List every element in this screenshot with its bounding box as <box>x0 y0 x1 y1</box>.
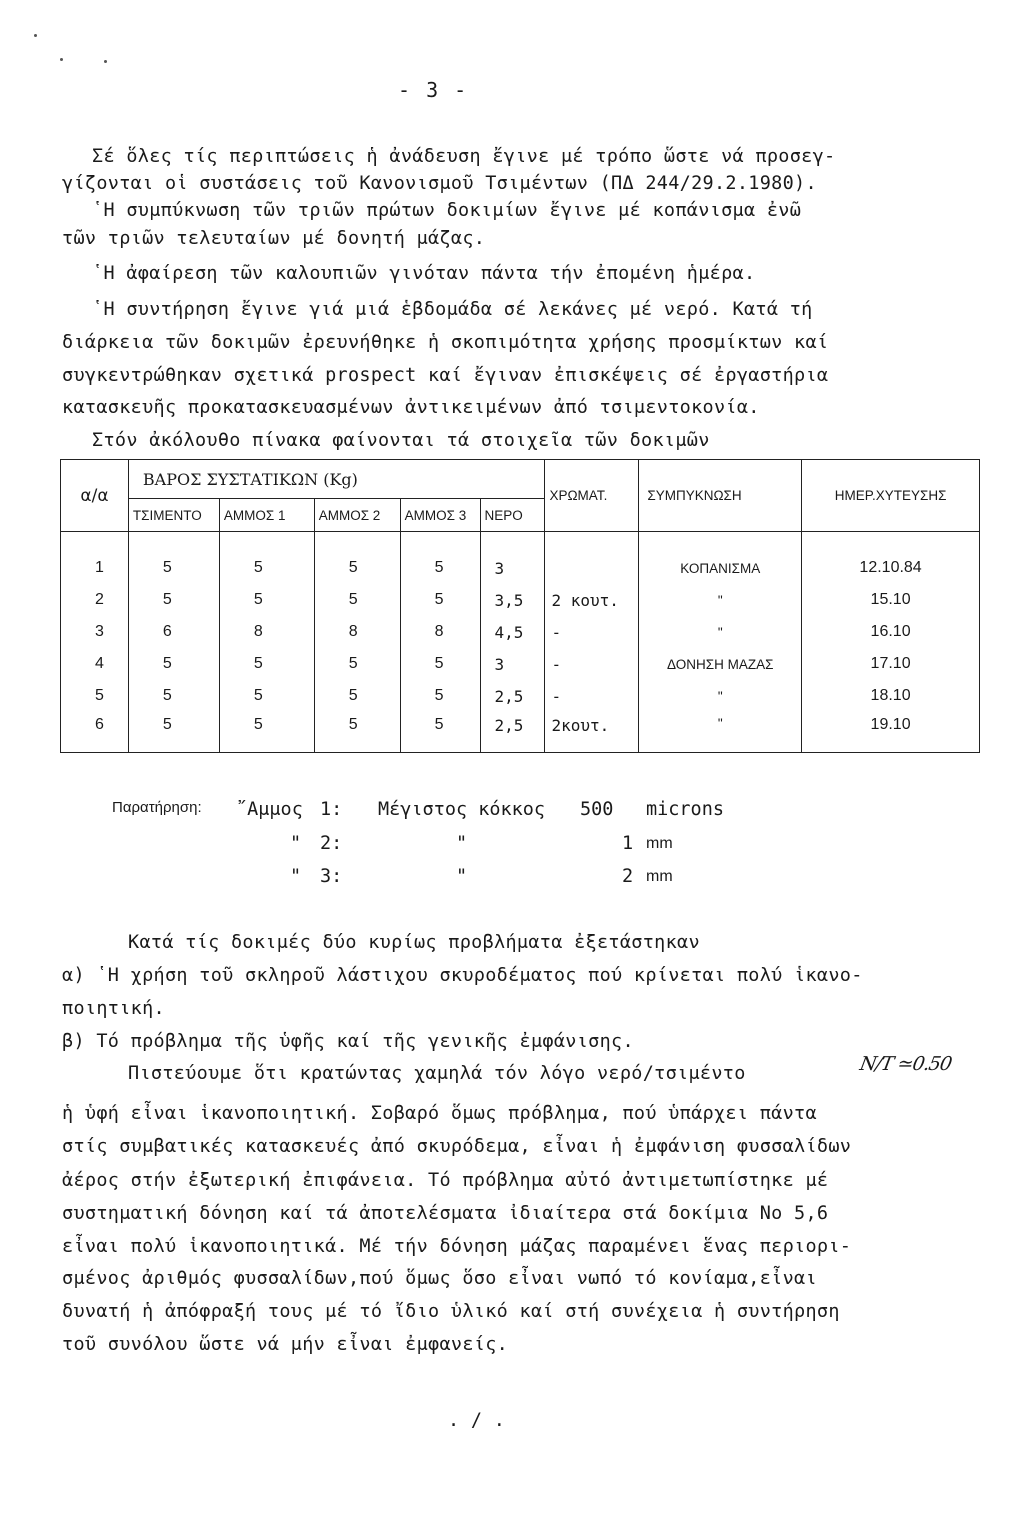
paragraph-line: δυνατή ἡ ἀπόφραξή τους μέ τό ἴδιο ὑλικό καί στή συνέχεια ἡ συντήρηση <box>62 1301 840 1322</box>
note-ditto: " <box>290 833 302 854</box>
paragraph-line: τοῦ συνόλου ὥστε νά μήν εἶναι ἐμφανείς. <box>62 1334 509 1355</box>
page-number: - 3 - <box>398 78 469 102</box>
cell-sand-1: 8 <box>219 616 314 648</box>
header-cement: ΤΣΙΜΕΝΤΟ <box>128 499 219 532</box>
paragraph-line: κατασκευῆς προκατασκευασμένων ἀντικειμένων ἀπό τσιμεντοκονία. <box>62 397 760 418</box>
cell-color <box>545 552 639 584</box>
cell-compaction: ΔΟΝΗΣΗ ΜΑΖΑΣ <box>639 648 802 680</box>
cell-sand-3: 5 <box>400 552 480 584</box>
cell-aa: 4 <box>61 648 129 680</box>
cell-sand-1: 5 <box>219 680 314 712</box>
cell-sand-2: 5 <box>314 584 400 616</box>
cell-sand-1: 5 <box>219 712 314 753</box>
cell-sand-3: 5 <box>400 712 480 753</box>
cell-sand-3: 5 <box>400 680 480 712</box>
paragraph-line: συγκεντρώθηκαν σχετικά prospect καί ἔγιναν ἐπισκέψεις σέ ἐργαστήρια <box>62 365 829 386</box>
note-sand-number: 2: <box>320 833 343 854</box>
continuation-mark: . / . <box>448 1410 506 1431</box>
note-size: 2 <box>622 866 634 887</box>
cell-compaction: " <box>639 616 802 648</box>
table-row <box>61 712 980 753</box>
cell-water: 3 <box>480 552 545 584</box>
paragraph-line: Σέ ὅλες τίς περιπτώσεις ἡ ἀνάδευση ἔγινε μέ τρόπο ὥστε νά προσεγ- <box>92 146 836 167</box>
cell-aa: 3 <box>61 616 129 648</box>
scan-speck <box>104 60 107 63</box>
paragraph-line: ῾Η συμπύκνωση τῶν τριῶν πρώτων δοκιμίων ἔγινε μέ κοπάνισμα ἐνῶ <box>92 200 802 221</box>
paragraph-line: διάρκεια τῶν δοκιμῶν ἐρευνήθηκε ἡ σκοπιμότητα χρήσης προσμίκτων καί <box>62 332 829 353</box>
cell-compaction: " <box>639 584 802 616</box>
cell-date: 19.10 <box>802 712 980 753</box>
cell-cement: 5 <box>128 584 219 616</box>
cell-color: - <box>545 648 639 680</box>
cell-water: 4,5 <box>480 616 545 648</box>
cell-sand-2: 5 <box>314 648 400 680</box>
cell-sand-2: 5 <box>314 552 400 584</box>
paragraph-line: Στόν ἀκόλουθο πίνακα φαίνονται τά στοιχεῖα τῶν δοκιμῶν <box>92 430 710 451</box>
cell-color: - <box>545 680 639 712</box>
paragraph-line: ἀέρος στήν ἐξωτερική ἐπιφάνεια. Τό πρόβλημα αὐτό ἀντιμετωπίστηκε μέ <box>62 1170 829 1191</box>
note-description: Μέγιστος κόκκος <box>378 799 546 820</box>
cell-compaction: " <box>639 712 802 753</box>
paragraph-line: σμένος ἀριθμός φυσσαλίδων,πού ὅμως ὅσο εἶναι νωπό τό κονίαμα,εἶναι <box>62 1268 817 1289</box>
scan-speck <box>60 58 63 61</box>
cell-date: 15.10 <box>802 584 980 616</box>
cell-cement: 5 <box>128 648 219 680</box>
cell-sand-1: 5 <box>219 552 314 584</box>
header-color: ΧΡΩΜΑΤ. <box>545 460 639 532</box>
cell-cement: 5 <box>128 552 219 584</box>
header-sand-1: ΑΜΜΟΣ 1 <box>219 499 314 532</box>
cell-color: 2κουτ. <box>545 712 639 753</box>
cell-color: 2 κουτ. <box>545 584 639 616</box>
cell-color: - <box>545 616 639 648</box>
header-group-weights: ΒΑΡΟΣ ΣΥΣΤΑΤΙΚΩΝ (Kg) <box>128 460 545 499</box>
test-specimens-table <box>60 459 980 753</box>
cell-sand-2: 5 <box>314 712 400 753</box>
cell-date: 16.10 <box>802 616 980 648</box>
paragraph-line: γίζονται οἱ συστάσεις τοῦ Κανονισμοῦ Τσιμέντων (ΠΔ 244/29.2.1980). <box>62 173 817 194</box>
header-water: ΝΕΡΟ <box>480 499 545 532</box>
paragraph-line: ἡ ὑφή εἶναι ἱκανοποιητική. Σοβαρό ὅμως πρόβλημα, πού ὑπάρχει πάντα <box>62 1103 817 1124</box>
cell-sand-3: 5 <box>400 648 480 680</box>
cell-sand-3: 5 <box>400 584 480 616</box>
note-unit: microns <box>646 799 724 820</box>
paragraph-line: ποιητική. <box>62 998 165 1019</box>
note-unit: mm <box>646 835 673 852</box>
paragraph-line: Κατά τίς δοκιμές δύο κυρίως προβλήματα ἐξετάστηκαν <box>128 932 700 953</box>
cell-water: 3,5 <box>480 584 545 616</box>
note-ditto: " <box>456 866 468 887</box>
header-sand-2: ΑΜΜΟΣ 2 <box>314 499 400 532</box>
paragraph-line: ῾Η συντήρηση ἔγινε γιά μιά ἑβδομάδα σέ λεκάνες μέ νερό. Κατά τή <box>92 299 813 320</box>
handwritten-ratio: N/T ≃0.50 <box>858 1053 953 1075</box>
cell-aa: 1 <box>61 552 129 584</box>
cell-aa: 6 <box>61 712 129 753</box>
cell-sand-3: 8 <box>400 616 480 648</box>
cell-sand-1: 5 <box>219 648 314 680</box>
paragraph-line: τῶν τριῶν τελευταίων μέ δονητή μάζας. <box>62 228 486 249</box>
header-sand-3: ΑΜΜΟΣ 3 <box>400 499 480 532</box>
note-sand-number: 3: <box>320 866 343 887</box>
note-label: Παρατήρηση: <box>112 799 202 816</box>
cell-sand-1: 5 <box>219 584 314 616</box>
table-row <box>61 648 980 680</box>
cell-compaction: " <box>639 680 802 712</box>
note-sand-number: 1: <box>320 799 343 820</box>
note-size: 1 <box>622 833 634 854</box>
cell-water: 3 <box>480 648 545 680</box>
cell-cement: 6 <box>128 616 219 648</box>
cell-cement: 5 <box>128 680 219 712</box>
cell-aa: 2 <box>61 584 129 616</box>
table-row <box>61 616 980 648</box>
cell-date: 12.10.84 <box>802 552 980 584</box>
note-sand-name: ῎Αμμος <box>236 799 303 820</box>
paragraph-line: Πιστεύουμε ὅτι κρατώντας χαμηλά τόν λόγο νερό/τσιμέντο <box>128 1063 746 1084</box>
note-ditto: " <box>290 866 302 887</box>
cell-date: 17.10 <box>802 648 980 680</box>
paragraph-line: στίς συμβατικές κατασκευές ἀπό σκυρόδεμα, εἶναι ἡ ἐμφάνιση φυσσαλίδων <box>62 1136 852 1157</box>
note-unit: mm <box>646 868 673 885</box>
cell-cement: 5 <box>128 712 219 753</box>
cell-sand-2: 5 <box>314 680 400 712</box>
note-size: 500 <box>580 799 614 820</box>
header-casting-date: ΗΜΕΡ.ΧΥΤΕΥΣΗΣ <box>802 460 980 532</box>
cell-compaction: ΚΟΠΑΝΙΣΜΑ <box>639 552 802 584</box>
paragraph-line: συστηματική δόνηση καί τά ἀποτελέσματα ἰδιαίτερα στά δοκίμια Νο 5,6 <box>62 1203 829 1224</box>
paragraph-line: ῾Η ἀφαίρεση τῶν καλουπιῶν γινόταν πάντα τήν ἐπομένη ἡμέρα. <box>92 263 756 284</box>
cell-aa: 5 <box>61 680 129 712</box>
cell-water: 2,5 <box>480 680 545 712</box>
paragraph-line: β) Τό πρόβλημα τῆς ὑφῆς καί τῆς γενικῆς ἐμφάνισης. <box>62 1031 634 1052</box>
header-aa: α/α <box>61 460 129 532</box>
table-row <box>61 680 980 712</box>
table-row <box>61 552 980 584</box>
paragraph-line: εἶναι πολύ ἱκανοποιητικά. Μέ τήν δόνηση μάζας παραμένει ἕνας περιορι- <box>62 1236 852 1257</box>
paragraph-line: α) ῾Η χρήση τοῦ σκληροῦ λάστιχου σκυροδέματος πού κρίνεται πολύ ἱκανο- <box>62 965 863 986</box>
cell-date: 18.10 <box>802 680 980 712</box>
header-compaction: ΣΥΜΠΥΚΝΩΣΗ <box>639 460 802 532</box>
cell-sand-2: 8 <box>314 616 400 648</box>
note-ditto: " <box>456 833 468 854</box>
table-row <box>61 584 980 616</box>
scan-speck <box>34 34 37 37</box>
cell-water: 2,5 <box>480 712 545 753</box>
